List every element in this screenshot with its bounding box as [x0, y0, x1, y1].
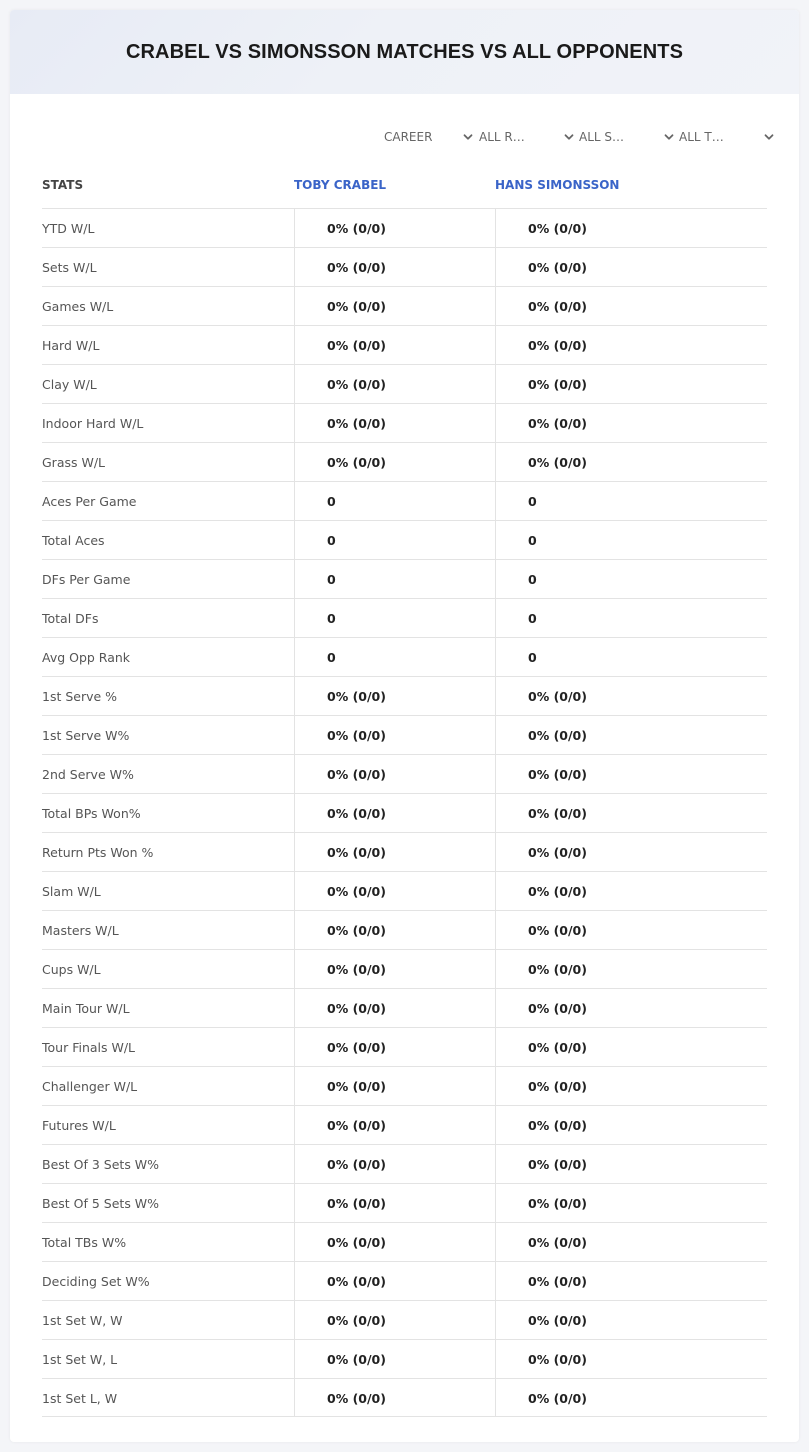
player1-value: 0% (0/0) — [294, 365, 495, 403]
stat-label: Main Tour W/L — [42, 1000, 130, 1016]
stat-label: Futures W/L — [42, 1117, 116, 1133]
player1-value: 0% (0/0) — [294, 287, 495, 325]
player1-value: 0% (0/0) — [294, 716, 495, 754]
player2-value: 0% (0/0) — [495, 989, 767, 1027]
player2-value: 0 — [495, 521, 767, 559]
player1-value: 0% (0/0) — [294, 1028, 495, 1066]
player1-value: 0 — [294, 599, 495, 637]
player2-value: 0% (0/0) — [495, 1223, 767, 1261]
player1-value: 0% (0/0) — [294, 443, 495, 481]
player2-value: 0% (0/0) — [495, 716, 767, 754]
table-row — [42, 208, 767, 247]
stat-label: Tour Finals W/L — [42, 1039, 136, 1055]
table-row — [42, 364, 767, 403]
player1-value: 0 — [294, 521, 495, 559]
stat-label: Challenger W/L — [42, 1078, 138, 1094]
player1-value: 0% (0/0) — [294, 755, 495, 793]
stat-label: 1st Set L, W — [42, 1390, 118, 1406]
stat-label: DFs Per Game — [42, 571, 131, 587]
table-row — [42, 793, 767, 832]
player2-link[interactable]: HANS SIMONSSON — [495, 178, 620, 192]
player2-value: 0% (0/0) — [495, 1067, 767, 1105]
stat-label: Total TBs W% — [42, 1234, 127, 1250]
stat-label: Sets W/L — [42, 259, 97, 275]
stat-label: 1st Serve % — [42, 688, 118, 704]
table-row — [42, 910, 767, 949]
player2-value: 0% (0/0) — [495, 1301, 767, 1339]
player2-value: 0% (0/0) — [495, 1184, 767, 1222]
player2-value: 0% (0/0) — [495, 1379, 767, 1417]
player2-value: 0% (0/0) — [495, 872, 767, 910]
chevron-down-icon — [663, 131, 675, 143]
player2-value: 0 — [495, 560, 767, 598]
table-row — [42, 1144, 767, 1183]
table-row — [42, 637, 767, 676]
player2-value: 0% (0/0) — [495, 911, 767, 949]
table-row — [42, 949, 767, 988]
player1-value: 0% (0/0) — [294, 1067, 495, 1105]
player1-value: 0% (0/0) — [294, 1301, 495, 1339]
table-row — [42, 988, 767, 1027]
table-row — [42, 676, 767, 715]
table-row — [42, 1066, 767, 1105]
table-row — [42, 286, 767, 325]
table-row — [42, 1183, 767, 1222]
table-row — [42, 598, 767, 637]
player2-value: 0% (0/0) — [495, 1106, 767, 1144]
table-row — [42, 520, 767, 559]
stat-label: Grass W/L — [42, 454, 106, 470]
player1-value: 0% (0/0) — [294, 1340, 495, 1378]
filter-period-select[interactable] — [382, 126, 474, 148]
stat-label: Cups W/L — [42, 961, 101, 977]
player1-value: 0% (0/0) — [294, 1223, 495, 1261]
table-row — [42, 325, 767, 364]
table-row — [42, 1105, 767, 1144]
player2-value: 0% (0/0) — [495, 1340, 767, 1378]
chevron-down-icon — [462, 131, 474, 143]
stat-label: Aces Per Game — [42, 493, 137, 509]
page-title: CRABEL VS SIMONSSON MATCHES VS ALL OPPONENTS — [125, 40, 684, 63]
table-row — [42, 403, 767, 442]
table-row — [42, 1300, 767, 1339]
table-row — [42, 442, 767, 481]
stat-label: 1st Set W, W — [42, 1312, 123, 1328]
player1-value: 0% (0/0) — [294, 1106, 495, 1144]
table-row — [42, 1378, 767, 1417]
chevron-down-icon — [563, 131, 575, 143]
player1-value: 0% (0/0) — [294, 404, 495, 442]
player2-value: 0% (0/0) — [495, 1145, 767, 1183]
card-header — [10, 10, 799, 94]
player2-value: 0% (0/0) — [495, 443, 767, 481]
stats-table — [42, 208, 767, 1417]
stat-label: YTD W/L — [42, 220, 95, 236]
player1-value: 0% (0/0) — [294, 677, 495, 715]
filter-tournament-label: ALL T… — [679, 130, 724, 144]
stat-label: Total DFs — [42, 610, 99, 626]
player1-value: 0% (0/0) — [294, 833, 495, 871]
player1-value: 0% (0/0) — [294, 1184, 495, 1222]
stat-label: 2nd Serve W% — [42, 766, 134, 782]
table-row — [42, 1261, 767, 1300]
filter-surface-label: ALL S… — [579, 130, 625, 144]
stat-label: Slam W/L — [42, 883, 101, 899]
player2-value: 0% (0/0) — [495, 326, 767, 364]
chevron-down-icon — [763, 131, 775, 143]
stat-label: Avg Opp Rank — [42, 649, 131, 665]
table-row — [42, 247, 767, 286]
player2-value: 0% (0/0) — [495, 950, 767, 988]
filter-surface-select[interactable] — [577, 126, 675, 148]
stat-label: 1st Serve W% — [42, 727, 130, 743]
stat-label: Games W/L — [42, 298, 114, 314]
filter-tournament-select[interactable] — [677, 126, 775, 148]
player2-value: 0 — [495, 482, 767, 520]
table-row — [42, 1222, 767, 1261]
table-row — [42, 754, 767, 793]
player1-value: 0 — [294, 560, 495, 598]
player2-value: 0% (0/0) — [495, 755, 767, 793]
player1-link[interactable]: TOBY CRABEL — [294, 178, 387, 192]
table-header — [42, 170, 767, 208]
player1-value: 0% (0/0) — [294, 326, 495, 364]
player1-value: 0% (0/0) — [294, 950, 495, 988]
player2-value: 0% (0/0) — [495, 248, 767, 286]
player2-value: 0% (0/0) — [495, 677, 767, 715]
table-row — [42, 481, 767, 520]
stat-label: Indoor Hard W/L — [42, 415, 144, 431]
table-row — [42, 832, 767, 871]
player2-value: 0% (0/0) — [495, 1028, 767, 1066]
stats-column-header: STATS — [42, 178, 84, 192]
stat-label: Best Of 5 Sets W% — [42, 1195, 160, 1211]
player1-value: 0% (0/0) — [294, 248, 495, 286]
player2-value: 0 — [495, 599, 767, 637]
player1-value: 0% (0/0) — [294, 911, 495, 949]
player2-value: 0% (0/0) — [495, 1262, 767, 1300]
player1-value: 0% (0/0) — [294, 1262, 495, 1300]
stat-label: Deciding Set W% — [42, 1273, 150, 1289]
player1-value: 0 — [294, 482, 495, 520]
player2-value: 0% (0/0) — [495, 209, 767, 247]
player1-value: 0% (0/0) — [294, 989, 495, 1027]
stat-label: Return Pts Won % — [42, 844, 154, 860]
player2-value: 0% (0/0) — [495, 833, 767, 871]
player1-value: 0% (0/0) — [294, 872, 495, 910]
player1-value: 0 — [294, 638, 495, 676]
player2-value: 0 — [495, 638, 767, 676]
stat-label: Masters W/L — [42, 922, 119, 938]
stat-label: Hard W/L — [42, 337, 100, 353]
player2-value: 0% (0/0) — [495, 287, 767, 325]
stat-label: Clay W/L — [42, 376, 97, 392]
stat-label: Total Aces — [42, 532, 105, 548]
filter-round-select[interactable] — [477, 126, 575, 148]
filter-round-label: ALL R… — [479, 130, 525, 144]
table-row — [42, 871, 767, 910]
stats-card — [10, 10, 799, 1442]
player1-value: 0% (0/0) — [294, 1145, 495, 1183]
player2-value: 0% (0/0) — [495, 365, 767, 403]
player2-value: 0% (0/0) — [495, 404, 767, 442]
player1-value: 0% (0/0) — [294, 1379, 495, 1417]
table-row — [42, 559, 767, 598]
filter-bar — [382, 126, 771, 148]
table-row — [42, 1027, 767, 1066]
table-row — [42, 715, 767, 754]
stat-label: 1st Set W, L — [42, 1351, 118, 1367]
table-row — [42, 1339, 767, 1378]
filter-period-label: CAREER — [384, 130, 433, 144]
player1-value: 0% (0/0) — [294, 794, 495, 832]
player2-value: 0% (0/0) — [495, 794, 767, 832]
stat-label: Total BPs Won% — [42, 805, 141, 821]
player1-value: 0% (0/0) — [294, 209, 495, 247]
stat-label: Best Of 3 Sets W% — [42, 1156, 160, 1172]
